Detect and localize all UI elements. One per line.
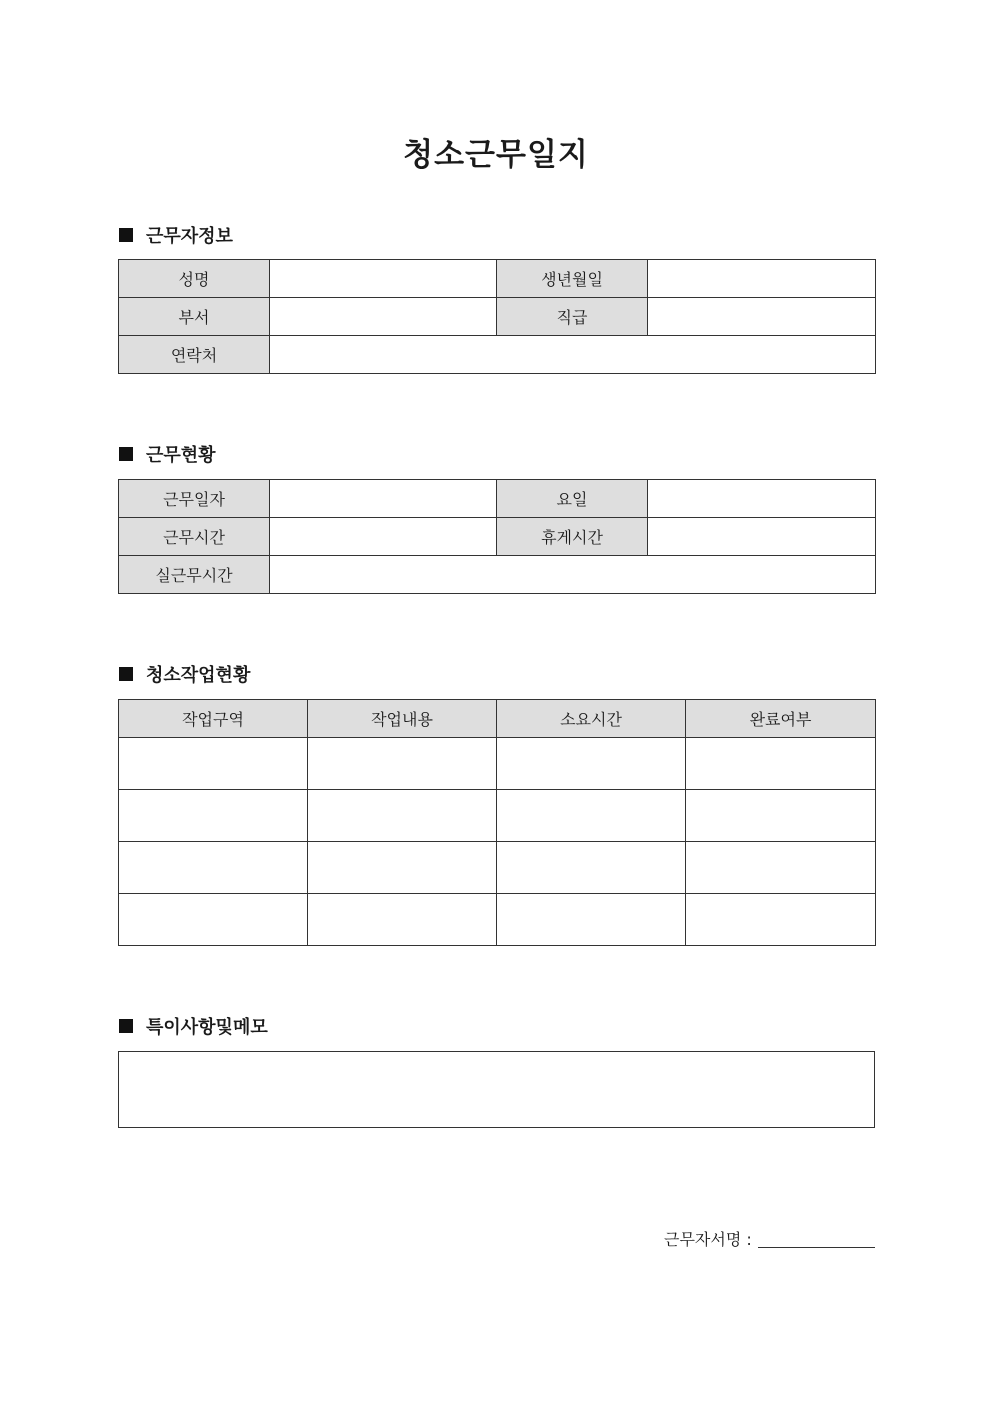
actual-hours-field[interactable] [270, 556, 876, 594]
signature-label: 근무자서명 : [664, 1229, 752, 1249]
square-bullet-icon [119, 1019, 133, 1033]
task-cell[interactable] [686, 842, 876, 894]
break-field[interactable] [648, 518, 876, 556]
work-status-heading-text: 근무현황 [146, 445, 216, 466]
worker-info-table [118, 259, 876, 374]
dept-field[interactable] [270, 298, 497, 336]
rank-field[interactable] [648, 298, 876, 336]
task-cell[interactable] [119, 790, 308, 842]
square-bullet-icon [119, 667, 133, 681]
work-status-heading [119, 442, 216, 466]
task-cell[interactable] [497, 790, 686, 842]
cleaning-tasks-heading [119, 662, 250, 686]
day-label: 요일 [497, 480, 648, 518]
signature-line[interactable] [758, 1229, 875, 1248]
document-title: 청소근무일지 [403, 137, 589, 173]
birth-field[interactable] [648, 260, 876, 298]
task-cell[interactable] [119, 894, 308, 946]
table-row [119, 842, 876, 894]
signature-block [664, 1226, 875, 1250]
memo-heading-text: 특이사항및메모 [146, 1017, 268, 1038]
worker-info-heading-text: 근무자정보 [146, 226, 233, 247]
cleaning-tasks-heading-text: 청소작업현황 [146, 665, 251, 686]
column-header-area: 작업구역 [119, 700, 308, 738]
memo-field[interactable] [118, 1051, 875, 1128]
task-cell[interactable] [686, 894, 876, 946]
worker-info-heading [119, 223, 233, 247]
break-label: 휴게시간 [497, 518, 648, 556]
task-cell[interactable] [686, 790, 876, 842]
task-cell[interactable] [308, 894, 497, 946]
task-cell[interactable] [119, 738, 308, 790]
column-header-content: 작업내용 [308, 700, 497, 738]
contact-field[interactable] [270, 336, 876, 374]
square-bullet-icon [119, 447, 133, 461]
rank-label: 직급 [497, 298, 648, 336]
task-cell[interactable] [497, 738, 686, 790]
cleaning-tasks-table [118, 699, 876, 946]
table-row [119, 790, 876, 842]
name-field[interactable] [270, 260, 497, 298]
contact-label: 연락처 [119, 336, 270, 374]
work-status-table [118, 479, 876, 594]
task-cell[interactable] [308, 790, 497, 842]
day-field[interactable] [648, 480, 876, 518]
name-label: 성명 [119, 260, 270, 298]
task-cell[interactable] [497, 842, 686, 894]
table-row [119, 738, 876, 790]
task-cell[interactable] [119, 842, 308, 894]
work-hours-field[interactable] [270, 518, 497, 556]
work-date-field[interactable] [270, 480, 497, 518]
task-cell[interactable] [308, 738, 497, 790]
table-row [119, 894, 876, 946]
column-header-completion: 완료여부 [686, 700, 876, 738]
birth-label: 생년월일 [497, 260, 648, 298]
task-cell[interactable] [308, 842, 497, 894]
memo-heading [119, 1014, 268, 1038]
task-cell[interactable] [686, 738, 876, 790]
actual-hours-label: 실근무시간 [119, 556, 270, 594]
work-date-label: 근무일자 [119, 480, 270, 518]
column-header-duration: 소요시간 [497, 700, 686, 738]
work-hours-label: 근무시간 [119, 518, 270, 556]
dept-label: 부서 [119, 298, 270, 336]
square-bullet-icon [119, 228, 133, 242]
task-cell[interactable] [497, 894, 686, 946]
